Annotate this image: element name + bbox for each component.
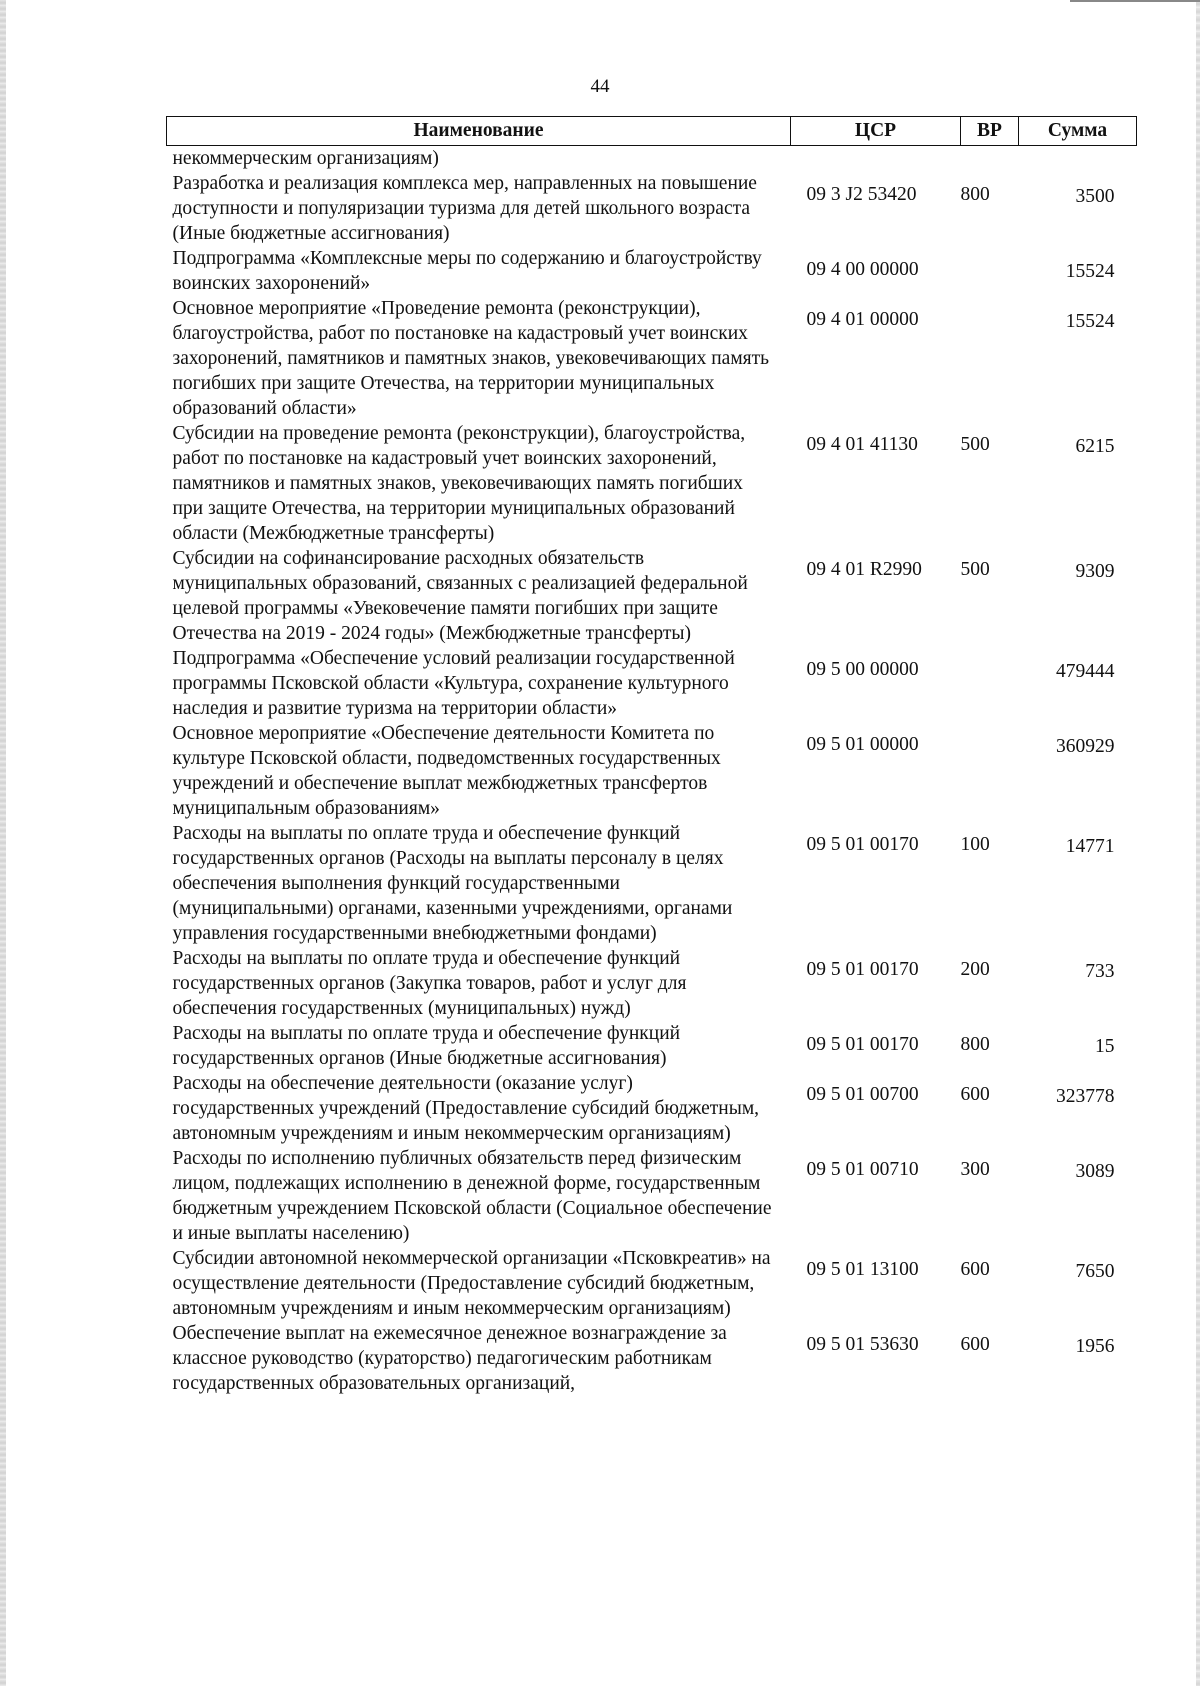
row-vr: 800 [960, 1034, 990, 1055]
table-row [167, 946, 1137, 1021]
row-vr: 100 [960, 834, 990, 855]
table-row [167, 821, 1137, 946]
row-sum: 15524 [1065, 311, 1115, 332]
row-name: Подпрограмма «Комплексные меры по содержанию и благоустройству воинских захоронений» [172, 248, 762, 294]
table-row [167, 246, 1137, 296]
scan-edge-right [1196, 0, 1200, 1686]
row-vr [961, 246, 1019, 296]
row-name: Расходы на обеспечение деятельности (оказание услуг) государственных учреждений (Предоставление субсидий бюджетным, автономным учреждениям и иным некоммерческим организациям) [172, 1073, 760, 1144]
row-vr: 600 [960, 1084, 990, 1105]
row-vr: 500 [960, 434, 990, 455]
row-sum: 733 [1085, 961, 1115, 982]
row-vr [961, 646, 1019, 721]
table-row [167, 296, 1137, 421]
table-row [167, 146, 1137, 172]
row-csr: 09 5 01 53630 [806, 1334, 919, 1355]
row-csr: 09 5 01 13100 [806, 1259, 919, 1280]
table-row [167, 721, 1137, 821]
row-sum: 7650 [1075, 1261, 1115, 1282]
table-row [167, 171, 1137, 246]
row-vr: 300 [960, 1159, 990, 1180]
row-vr: 500 [960, 559, 990, 580]
row-name: Разработка и реализация комплекса мер, направленных на повышение доступности и популяризации туризма для детей школьного возраста (Иные бюджетные ассигнования) [172, 173, 757, 244]
row-sum: 1956 [1075, 1336, 1115, 1357]
row-vr [961, 296, 1019, 421]
row-name: Субсидии на проведение ремонта (реконструкции), благоустройства, работ по постановке на кадастровый учет воинских захоронений, памятников и памятных знаков, увековечивающих память погибших при защите Отечества, на территории муниципальных образований области (Межбюджетные трансферты) [172, 423, 746, 544]
budget-table [166, 116, 1137, 1396]
row-sum: 3500 [1075, 186, 1115, 207]
row-vr: 600 [960, 1334, 990, 1355]
table-row [167, 1021, 1137, 1071]
row-csr: 09 5 01 00000 [806, 734, 919, 755]
row-name: Подпрограмма «Обеспечение условий реализации государственной программы Псковской области «Культура, сохранение культурного наследия и развитие туризма на территории области» [172, 648, 735, 719]
row-name: Обеспечение выплат на ежемесячное денежное вознаграждение за классное руководство (кураторство) педагогическим работникам государственных образовательных организаций, [172, 1323, 727, 1394]
row-sum: 479444 [1056, 661, 1115, 682]
row-name: Расходы на выплаты по оплате труда и обеспечение функций государственных органов (Расходы на выплаты персоналу в целях обеспечения выполнения функций государственными (муниципальными) органами, казенными учреждениями, органами управления государственными внебюджетными фондами) [172, 823, 733, 944]
header-vr: ВР [961, 117, 1019, 146]
row-vr: 600 [960, 1259, 990, 1280]
table-row [167, 1071, 1137, 1146]
row-name: Расходы на выплаты по оплате труда и обеспечение функций государственных органов (Иные бюджетные ассигнования) [172, 1023, 681, 1069]
row-csr: 09 4 01 R2990 [806, 559, 922, 580]
row-sum: 9309 [1075, 561, 1115, 582]
row-sum: 14771 [1065, 836, 1115, 857]
row-sum: 6215 [1075, 436, 1115, 457]
row-vr: 200 [960, 959, 990, 980]
row-csr: 09 4 01 41130 [806, 434, 918, 455]
row-name: Основное мероприятие «Обеспечение деятельности Комитета по культуре Псковской области, подведомственных государственных учреждений и обеспечение выплат межбюджетных трансфертов муниципальным образованиям» [172, 723, 721, 819]
row-name: Основное мероприятие «Проведение ремонта (реконструкции), благоустройства, работ по постановке на кадастровый учет воинских захоронений, памятников и памятных знаков, увековечивающих память погибших при защите Отечества, на территории муниципальных образований области» [172, 298, 770, 419]
row-vr [961, 146, 1019, 172]
page-number: 44 [590, 76, 610, 97]
row-sum [1019, 146, 1137, 172]
header-sum: Сумма [1019, 117, 1137, 146]
table-row [167, 546, 1137, 646]
row-vr: 800 [960, 184, 990, 205]
row-csr: 09 4 00 00000 [806, 259, 919, 280]
row-vr [961, 721, 1019, 821]
row-csr: 09 5 01 00700 [806, 1084, 919, 1105]
row-csr [791, 146, 961, 172]
row-sum: 15524 [1065, 261, 1115, 282]
row-sum: 323778 [1056, 1086, 1115, 1107]
row-csr: 09 5 01 00710 [806, 1159, 919, 1180]
scan-corner-line [1070, 0, 1200, 2]
scan-edge-left [0, 0, 6, 1686]
row-name: Субсидии автономной некоммерческой организации «Псковкреатив» на осуществление деятельности (Предоставление субсидий бюджетным, автономным учреждениям и иным некоммерческим организациям) [172, 1248, 771, 1319]
row-sum: 15 [1095, 1036, 1115, 1057]
row-name: Расходы по исполнению публичных обязательств перед физическим лицом, подлежащих исполнению в денежной форме, государственным бюджетным учреждением Псковской области (Социальное обеспечение и иные выплаты населению) [172, 1148, 772, 1244]
table-row [167, 1246, 1137, 1321]
row-name: некоммерческим организациям) [172, 148, 439, 169]
row-csr: 09 5 01 00170 [806, 1034, 919, 1055]
table-row [167, 421, 1137, 546]
row-csr: 09 5 00 00000 [806, 659, 919, 680]
table-header-row [167, 117, 1137, 146]
row-csr: 09 4 01 00000 [806, 309, 919, 330]
table-row [167, 646, 1137, 721]
row-csr: 09 5 01 00170 [806, 959, 919, 980]
table-row [167, 1146, 1137, 1246]
row-csr: 09 5 01 00170 [806, 834, 919, 855]
row-name: Субсидии на софинансирование расходных обязательств муниципальных образований, связанных с реализацией федеральной целевой программы «Увековечение памяти погибших при защите Отечества на 2019 - 2024 годы» (Межбюджетные трансферты) [172, 548, 748, 644]
row-name: Расходы на выплаты по оплате труда и обеспечение функций государственных органов (Закупка товаров, работ и услуг для обеспечения государственных (муниципальных) нужд) [172, 948, 687, 1019]
header-name: Наименование [167, 117, 791, 146]
row-csr: 09 3 J2 53420 [806, 184, 917, 205]
row-sum: 360929 [1056, 736, 1115, 757]
row-sum: 3089 [1075, 1161, 1115, 1182]
header-csr: ЦСР [791, 117, 961, 146]
table-row [167, 1321, 1137, 1396]
